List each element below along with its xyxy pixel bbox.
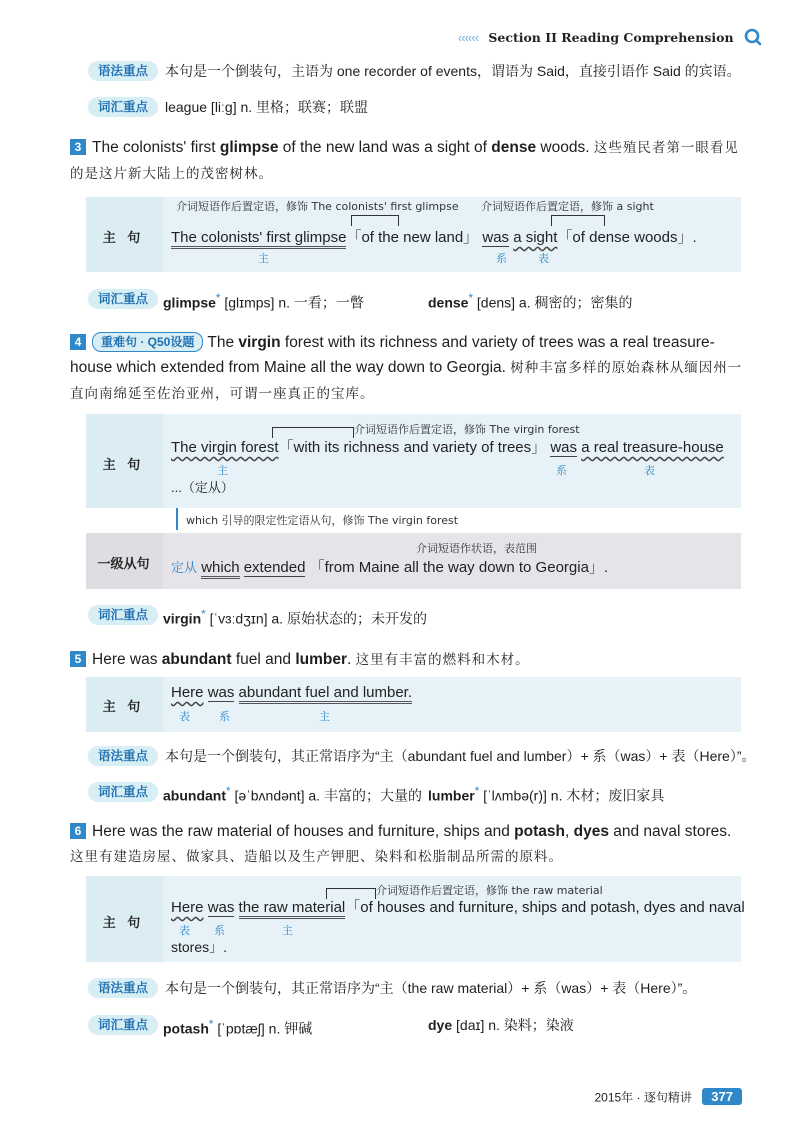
annotation: 介词短语作后置定语，修饰 The colonists' first glimpse: [176, 200, 459, 213]
vocab-tag: 词汇重点: [88, 782, 158, 802]
grammar-tag: 语法重点: [88, 61, 158, 81]
translation: 这些殖民者第一眼看见的是这片新大陆上的茂密树林。: [70, 140, 739, 182]
analysis-box-4-clause: [86, 533, 741, 589]
role-predicative: 表: [179, 710, 190, 723]
main-clause: Here was abundant fuel and lumber.: [171, 683, 412, 703]
role-predicative: 表: [538, 252, 549, 265]
vocab-tag: 词汇重点: [88, 289, 158, 309]
vocab-entry: potash* [ˈpɒtæʃ] n. 钾碱: [163, 1018, 313, 1037]
main-clause-label: 主 句: [102, 699, 145, 714]
main-clause: The virgin forest「with its richness and variety of trees」 was a real treasure-house: [171, 439, 724, 456]
vocab-entry: glimpse* [ɡlɪmps] n. 一看；一瞥: [163, 292, 364, 311]
page-number: 377: [702, 1088, 742, 1105]
vocab-entry: virgin* [ˈvɜːdʒɪn] a. 原始状态的；未开发的: [163, 608, 427, 627]
sentence-number: 5: [70, 651, 86, 667]
main-clause-label: 主 句: [102, 230, 145, 245]
main-clause: The colonists' first glimpse「of the new land」 was a sight「of dense woods」.: [171, 228, 697, 248]
running-header: [458, 28, 762, 48]
vocab-tag: 词汇重点: [88, 605, 158, 625]
role-link: 系: [214, 924, 225, 937]
clause-continuation: stores」.: [171, 939, 228, 955]
grammar-text: 本句是一个倒装句，主语为 one recorder of events，谓语为 Said，直接引语作 Said 的宾语。: [165, 63, 741, 79]
vocab-tag: 词汇重点: [88, 1015, 158, 1035]
main-clause-label: 主 句: [102, 915, 145, 930]
role-subject: 主: [282, 924, 293, 937]
role-subject: 主: [258, 252, 269, 265]
role-predicative: 表: [644, 464, 655, 477]
role-link: 系: [556, 464, 567, 477]
grammar-tag: 语法重点: [88, 746, 158, 766]
analysis-box-5: [86, 677, 741, 732]
analysis-box-3: [86, 197, 741, 272]
header-title: Section II Reading Comprehension: [488, 30, 734, 45]
sentence-4: 4 重难句 · Q50设题 The virgin forest with its richness and variety of trees was a real treasure-house which extended from Maine all the way down to Georgia. 树种丰富多样的原始森林从缅因州一直向南绵延至佐治亚州，可谓一座真正的宝库。: [70, 334, 743, 402]
sentence-5: 5 Here was abundant fuel and lumber. 这里有丰富的燃料和木材。: [70, 647, 750, 673]
role-link: 系: [219, 710, 230, 723]
role-subject: 主: [217, 464, 228, 477]
vocab-entry: lumber* [ˈlʌmbə(r)] n. 木材；废旧家具: [428, 785, 665, 804]
translation: 这里有建造房屋、做家具、造船以及生产钾肥、染料和松脂制品所需的原料。: [70, 849, 563, 865]
sentence-number: 3: [70, 139, 86, 155]
footer-label: 2015年 · 逐句精讲: [594, 1090, 692, 1105]
vocab-entry: dense* [dens] a. 稠密的；密集的: [428, 292, 633, 311]
annotation: 介词短语作后置定语，修饰 a sight: [481, 200, 654, 213]
main-clause: Here was the raw material「of houses and furniture, ships and potash, dyes and naval: [171, 898, 745, 918]
main-clause-label: 主 句: [102, 457, 145, 472]
page-footer: [594, 1088, 742, 1106]
link-annotation: which 引导的限定性定语从句，修饰 The virgin forest: [186, 514, 459, 527]
sentence-number: 6: [70, 823, 86, 839]
vocab-entry: abundant* [əˈbʌndənt] a. 丰富的；大量的: [163, 785, 422, 804]
annotation: 介词短语作后置定语，修饰 the raw material: [376, 884, 603, 897]
difficult-sentence-badge: 重难句 · Q50设题: [92, 332, 203, 352]
translation: 这里有丰富的燃料和木材。: [355, 652, 530, 668]
vocab-entry: dye [daɪ] n. 染料；染液: [428, 1017, 574, 1033]
grammar-text: 本句是一个倒装句，其正常语序为“主（the raw material）+ 系（was）+ 表（Here）”。: [165, 980, 697, 996]
vocab-text: league [liːɡ] n. 里格；联赛；联盟: [165, 99, 369, 115]
role-link: 系: [496, 252, 507, 265]
role-predicative: 表: [179, 924, 190, 937]
clause-continuation: ...（定从）: [171, 480, 234, 495]
sentence-3: 3 The colonists' first glimpse of the new land was a sight of dense woods. 这些殖民者第一眼看见的是这片新大陆上的茂密树林。: [70, 139, 739, 182]
analysis-box-4: [86, 414, 741, 508]
sentence-number: 4: [70, 334, 86, 350]
vocab-tag: 词汇重点: [88, 97, 158, 117]
sentence-6: 6 Here was the raw material of houses and furniture, ships and potash, dyes and naval stores. 这里有建造房屋、做家具、造船以及生产钾肥、染料和松脂制品所需的原料。: [70, 823, 732, 865]
translation: 树种丰富多样的原始森林从缅因州一直向南绵延至佐治亚州，可谓一座真正的宝库。: [70, 360, 743, 402]
grammar-tag: 语法重点: [88, 978, 158, 998]
subordinate-clause-label: 一级从句: [97, 556, 150, 571]
header-arrows: ‹‹‹‹‹‹: [457, 30, 478, 45]
role-subject: 主: [319, 710, 330, 723]
relative-clause: 定从 which extended 「from Maine all the way down to Georgia」.: [171, 558, 608, 579]
search-icon: [744, 28, 762, 51]
annotation: 介词短语作后置定语，修饰 The virgin forest: [354, 423, 580, 436]
annotation: 介词短语作状语，表范围: [416, 542, 537, 555]
grammar-text: 本句是一个倒装句，其正常语序为“主（abundant fuel and lumber）+ 系（was）+ 表（Here）”。: [165, 748, 756, 764]
analysis-box-6: [86, 876, 745, 962]
